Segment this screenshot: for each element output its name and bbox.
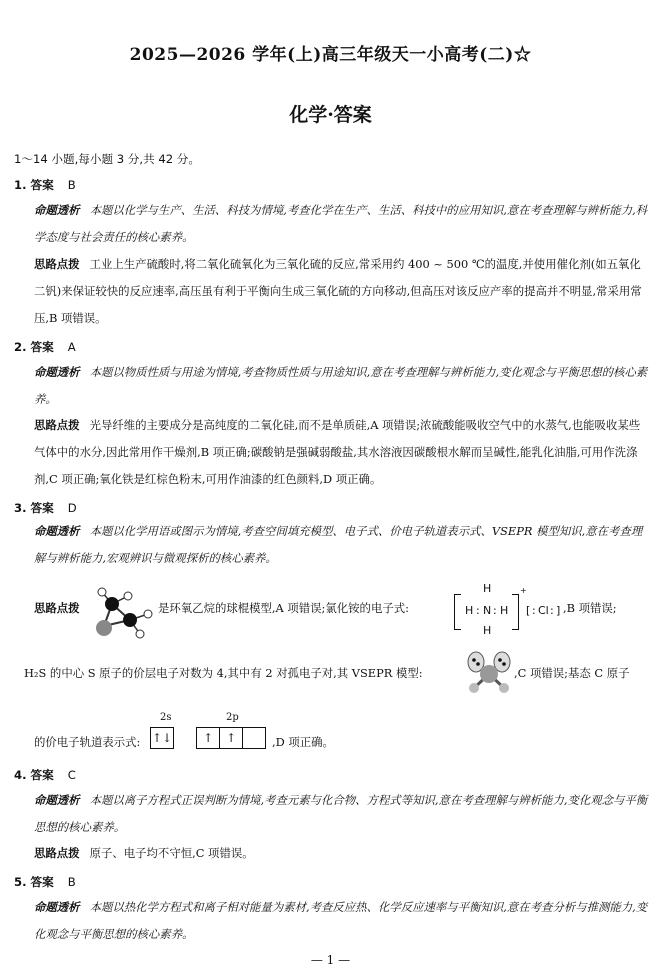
hint-label: 思路点拨: [34, 601, 80, 615]
question-3-hint-part2: H₂S 的中心 S 原子的价层电子对数为 4,其中有 2 对孤电子对,其 VSEPR 模型:: [24, 666, 423, 680]
answer-value: C: [67, 768, 76, 782]
answer-value: D: [67, 501, 77, 515]
answer-label: 答案: [30, 875, 54, 889]
question-3-hint-part3-end: ,D 项正确。: [272, 735, 334, 749]
ethylene-oxide-model-image: [92, 586, 160, 644]
orbital-box-2s: ↑↓: [150, 727, 174, 749]
hint-label: 思路点拨: [34, 257, 80, 271]
question-2-hint: [34, 412, 649, 493]
question-2-analysis: [34, 359, 649, 413]
answer-value: B: [67, 178, 76, 192]
nh4-n: N: [483, 604, 492, 617]
question-number: 4.: [14, 768, 27, 782]
hint-label: 思路点拨: [34, 418, 80, 432]
answer-label: 答案: [30, 340, 54, 354]
analysis-label: 命题透析: [34, 203, 80, 217]
analysis-text: 本题以物质性质与用途为情境,考查物质性质与用途知识,意在考查理解与辨析能力,变化观念与平衡思想的核心素养。: [34, 365, 648, 406]
question-3-analysis: [34, 518, 649, 572]
analysis-label: 命题透析: [34, 524, 80, 538]
analysis-text: 本题以热化学方程式和离子相对能量为素材,考查反应热、化学反应速率与平衡知识,意在考查分析与推测能力,变化观念与平衡思想的核心素养。: [34, 900, 648, 941]
question-1-analysis: [34, 197, 649, 251]
hint-text: 工业上生产硫酸时,将二氧化硫氧化为三氧化硫的反应,常采用约 400 ~ 500 ℃的温度,并使用催化剂(如五氧化二钒)来保证较快的反应速率,高压虽有利于平衡向生成三氧化硫的方向移动,但高压对该反应产率的提高并不明显,常采用常压,B 项错误。: [34, 257, 642, 325]
question-4-analysis: [34, 787, 649, 841]
hint-label: 思路点拨: [34, 846, 80, 860]
orbital-label-2p: 2p: [226, 712, 239, 723]
question-3-header: [14, 500, 77, 516]
answer-value: A: [67, 340, 76, 354]
orbital-label-2s: 2s: [160, 712, 172, 723]
orbital-box-2p-2: ↑: [219, 727, 243, 749]
question-number: 1.: [14, 178, 27, 192]
answer-label: 答案: [30, 501, 54, 515]
hint-text: 原子、电子均不守恒,C 项错误。: [89, 846, 254, 860]
question-3-hint-part1-end: ,B 项错误;: [563, 601, 617, 615]
analysis-label: 命题透析: [34, 900, 80, 914]
question-3-hint-part1: 是环氧乙烷的球棍模型,A 项错误;氯化铵的电子式:: [158, 601, 409, 615]
question-1-header: [14, 177, 76, 193]
question-number: 5.: [14, 875, 27, 889]
nh4-h-bottom: H: [483, 624, 492, 637]
page-number: — 1 —: [310, 953, 351, 967]
question-1-hint: [34, 251, 649, 332]
question-number: 3.: [14, 501, 27, 515]
nh4-h-left: H: [465, 604, 474, 617]
question-4-hint: [34, 840, 649, 867]
page-title: 2025—2026 学年(上)高三年级天一小高考(二)☆: [129, 45, 532, 65]
orbital-box-2p-3: [242, 727, 266, 749]
answer-label: 答案: [30, 768, 54, 782]
analysis-label: 命题透析: [34, 365, 80, 379]
answer-label: 答案: [30, 178, 54, 192]
question-3-hint-part3: 的价电子轨道表示式:: [34, 735, 141, 749]
section-intro: 1～14 小题,每小题 3 分,共 42 分。: [14, 152, 200, 166]
page-subtitle: 化学·答案: [289, 104, 372, 126]
analysis-text: 本题以化学与生产、生活、科技为情境,考查化学在生产、生活、科技中的应用知识,意在考查理解与辨析能力,科学态度与社会责任的核心素养。: [34, 203, 648, 244]
orbital-diagram: [150, 727, 266, 749]
question-number: 2.: [14, 340, 27, 354]
analysis-text: 本题以离子方程式正误判断为情境,考查元素与化合物、方程式等知识,意在考查理解与辨析能力,变化观念与平衡思想的核心素养。: [34, 793, 648, 834]
cl-symbol: Cl: [538, 604, 549, 617]
analysis-text: 本题以化学用语或图示为情境,考查空间填充模型、电子式、价电子轨道表示式、VSEPR 模型知识,意在考查理解与辨析能力,宏观辨识与微观探析的核心素养。: [34, 524, 643, 565]
analysis-label: 命题透析: [34, 793, 80, 807]
question-5-analysis: [34, 894, 649, 948]
nh4-charge: +: [520, 586, 527, 595]
nh4-h-top: H: [483, 582, 492, 595]
nh4-h-right: H: [500, 604, 509, 617]
orbital-box-2p-1: ↑: [196, 727, 220, 749]
question-5-header: [14, 874, 76, 890]
ammonium-chloride-electron-formula: H H : N : H H + [ : Cl : ]: [452, 584, 560, 636]
question-4-header: [14, 767, 76, 783]
answer-value: B: [67, 875, 76, 889]
question-2-header: [14, 339, 76, 355]
hint-text: 光导纤维的主要成分是高纯度的二氧化硅,而不是单质硅,A 项错误;浓硫酸能吸收空气中的水蒸气,也能吸收某些气体中的水分,因此常用作干燥剂,B 项正确;碳酸钠是强碱弱酸盐,其水溶液因碳酸根水解而呈碱性,能乳化油脂,可用作洗涤剂,C 项正确;氧化铁是红棕色粉末,可用作油漆的红色颜料,D 项正确。: [34, 418, 641, 486]
h2s-vsepr-model-image: [464, 650, 514, 696]
question-3-hint-part2-end: ,C 项错误;基态 C 原子: [514, 666, 630, 680]
